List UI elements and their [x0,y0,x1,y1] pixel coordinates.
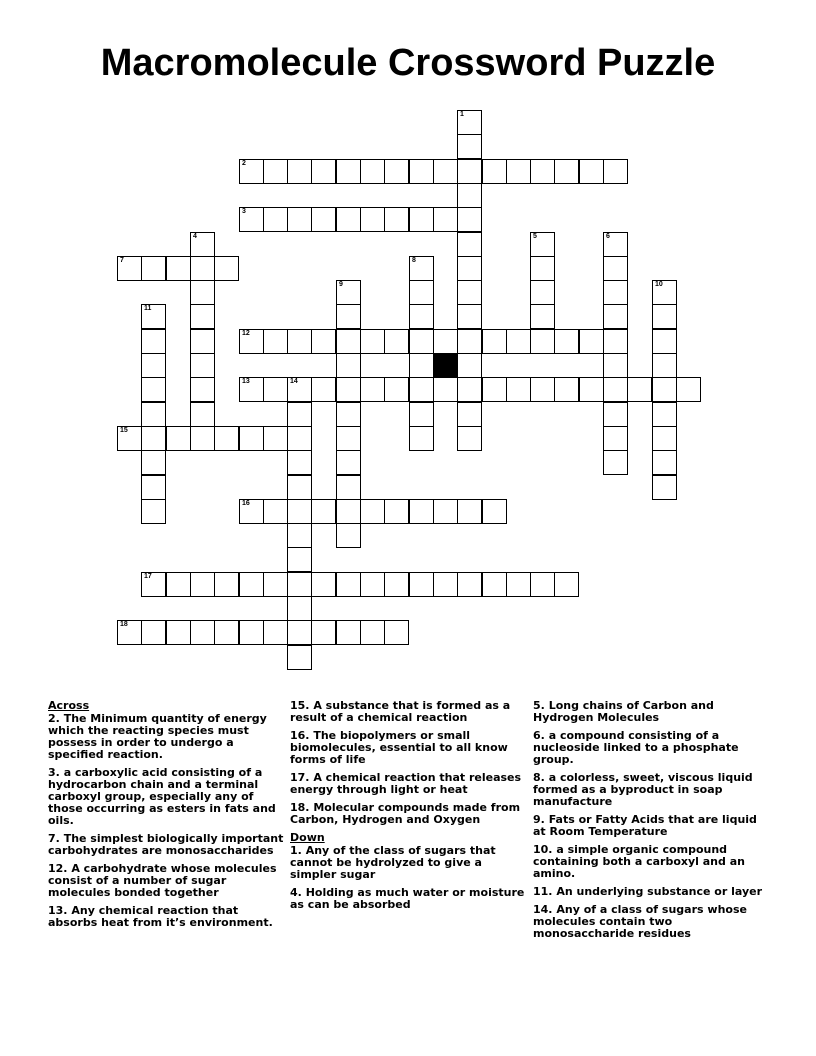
cell-number: 16 [242,500,250,507]
grid-cell[interactable] [457,329,482,354]
grid-cell[interactable] [457,426,482,451]
grid-cell[interactable] [457,183,482,208]
grid-cell[interactable] [311,207,336,232]
grid-cell[interactable] [457,232,482,257]
grid-cell[interactable] [287,426,312,451]
grid-cell[interactable] [530,280,555,305]
grid-cell[interactable] [652,426,677,451]
grid-cell[interactable] [190,353,215,378]
grid-cell[interactable] [603,304,628,329]
grid-cell[interactable] [433,159,458,184]
grid-cell[interactable] [506,159,531,184]
grid-cell[interactable] [409,402,434,427]
grid-cell[interactable] [239,620,264,645]
grid-cell[interactable] [190,572,215,597]
grid-cell[interactable] [603,353,628,378]
grid-cell[interactable] [457,207,482,232]
grid-cell[interactable] [239,207,264,232]
grid-cell[interactable] [409,304,434,329]
clue-down-4: 4. Holding as much water or moisture as can be absorbed [290,886,525,911]
clue-across-12: 12. A carbohydrate whose molecules consist of a number of sugar molecules bonded together [48,862,277,899]
grid-cell[interactable] [457,572,482,597]
grid-cell[interactable] [360,329,385,354]
grid-cell[interactable] [530,329,555,354]
grid-cell[interactable] [457,402,482,427]
grid-cell[interactable] [263,329,288,354]
clue-down-8: 8. a colorless, sweet, viscous liquid formed as a byproduct in soap manufacture [533,771,753,808]
grid-cell[interactable] [603,232,628,257]
grid-cell[interactable] [117,256,142,281]
grid-cell[interactable] [311,329,336,354]
grid-cell[interactable] [287,329,312,354]
grid-cell[interactable] [336,475,361,500]
grid-cell[interactable] [141,499,166,524]
grid-cell[interactable] [530,159,555,184]
grid-cell[interactable] [482,572,507,597]
cell-number: 12 [242,330,250,337]
grid-cell[interactable] [433,572,458,597]
grid-cell[interactable] [287,402,312,427]
grid-cell[interactable] [603,329,628,354]
grid-cell[interactable] [652,353,677,378]
grid-cell[interactable] [190,280,215,305]
grid-cell[interactable] [433,377,458,402]
grid-cell[interactable] [506,329,531,354]
grid-cell[interactable] [360,620,385,645]
clue-across-2: 2. The Minimum quantity of energy which the reacting species must possess in order to undergo a specified reaction. [48,712,267,761]
grid-cell[interactable] [554,159,579,184]
grid-cell[interactable] [336,280,361,305]
grid-cell[interactable] [433,207,458,232]
grid-cell[interactable] [554,572,579,597]
cell-number: 2 [242,160,246,167]
grid-cell[interactable] [457,159,482,184]
grid-cell[interactable] [287,159,312,184]
clue-down-6: 6. a compound consisting of a nucleoside linked to a phosphate group. [533,729,739,766]
grid-cell[interactable] [457,280,482,305]
cell-number: 10 [655,281,663,288]
grid-cell[interactable] [409,159,434,184]
grid-cell[interactable] [263,426,288,451]
grid-cell[interactable] [263,499,288,524]
grid-cell[interactable] [239,499,264,524]
grid-cell[interactable] [336,353,361,378]
cell-number: 5 [533,233,537,240]
cell-number: 9 [339,281,343,288]
grid-cell[interactable] [652,450,677,475]
grid-cell[interactable] [141,450,166,475]
grid-cell[interactable] [214,256,239,281]
grid-cell[interactable] [190,377,215,402]
grid-cell[interactable] [360,377,385,402]
grid-cell[interactable] [433,329,458,354]
grid-cell[interactable] [336,426,361,451]
grid-cell[interactable] [141,353,166,378]
grid-cell[interactable] [311,620,336,645]
grid-cell[interactable] [263,572,288,597]
grid-cell[interactable] [652,475,677,500]
grid-cell[interactable] [311,159,336,184]
grid-cell[interactable] [457,256,482,281]
across-header: Across [48,699,90,712]
grid-cell[interactable] [166,572,191,597]
page-title: Macromolecule Crossword Puzzle [100,42,716,84]
grid-cell[interactable] [627,377,652,402]
grid-cell[interactable] [239,426,264,451]
grid-cell[interactable] [482,329,507,354]
grid-cell[interactable] [336,329,361,354]
grid-cell[interactable] [239,159,264,184]
grid-cell[interactable] [603,256,628,281]
grid-cell[interactable] [409,426,434,451]
grid-cell[interactable] [263,159,288,184]
grid-cell[interactable] [336,159,361,184]
grid-cell[interactable] [117,620,142,645]
grid-cell[interactable] [603,280,628,305]
clue-across-17: 17. A chemical reaction that releases energy through light or heat [290,771,522,796]
grid-cell[interactable] [287,475,312,500]
grid-cell[interactable] [311,499,336,524]
grid-cell[interactable] [263,207,288,232]
clue-across-7: 7. The simplest biologically important carbohydrates are monosaccharides [48,832,284,857]
grid-cell[interactable] [652,280,677,305]
grid-cell[interactable] [287,620,312,645]
grid-cell[interactable] [141,256,166,281]
cell-number: 1 [460,111,464,118]
grid-cell[interactable] [190,620,215,645]
grid-cell[interactable] [457,304,482,329]
cell-number: 7 [120,257,124,264]
cell-number: 11 [144,305,152,312]
grid-cell[interactable] [652,329,677,354]
cell-number: 8 [412,257,416,264]
grid-cell[interactable] [482,159,507,184]
grid-cell[interactable] [652,402,677,427]
grid-cell[interactable] [360,499,385,524]
grid-cell[interactable] [117,426,142,451]
clues-column-2 [290,700,526,917]
grid-cell[interactable] [384,207,409,232]
grid-cell[interactable] [141,620,166,645]
clue-across-15: 15. A substance that is formed as a result of a chemical reaction [290,699,511,724]
grid-cell[interactable] [409,207,434,232]
grid-cell[interactable] [239,377,264,402]
clues-column-1 [48,700,284,935]
grid-cell[interactable] [336,499,361,524]
grid-cell[interactable] [360,572,385,597]
clue-down-14: 14. Any of a class of sugars whose molecules contain two monosaccharide residues [533,903,747,940]
grid-cell[interactable] [652,377,677,402]
grid-cell[interactable] [239,329,264,354]
grid-cell[interactable] [506,377,531,402]
grid-cell[interactable] [530,256,555,281]
grid-cell[interactable] [166,256,191,281]
grid-cell[interactable] [360,207,385,232]
grid-cell[interactable] [652,304,677,329]
grid-cell[interactable] [603,159,628,184]
grid-cell[interactable] [287,596,312,621]
grid-cell[interactable] [360,159,385,184]
grid-cell[interactable] [336,620,361,645]
grid-cell[interactable] [676,377,701,402]
grid-cell[interactable] [287,523,312,548]
grid-cell[interactable] [384,377,409,402]
grid-cell[interactable] [214,426,239,451]
grid-cell[interactable] [579,159,604,184]
grid-cell[interactable] [190,426,215,451]
grid-cell[interactable] [457,499,482,524]
grid-cell[interactable] [141,377,166,402]
clue-down-1: 1. Any of the class of sugars that cannot be hydrolyzed to give a simpler sugar [290,844,496,881]
grid-cell[interactable] [457,353,482,378]
grid-cell[interactable] [190,256,215,281]
grid-cell[interactable] [384,329,409,354]
grid-cell[interactable] [482,377,507,402]
grid-cell[interactable] [141,402,166,427]
grid-cell[interactable] [336,450,361,475]
grid-cell[interactable] [530,572,555,597]
cell-number: 4 [193,233,197,240]
grid-cell[interactable] [384,499,409,524]
cell-number: 15 [120,427,128,434]
grid-cell[interactable] [166,426,191,451]
grid-cell[interactable] [311,377,336,402]
grid-cell[interactable] [141,475,166,500]
clue-across-16: 16. The biopolymers or small biomolecules, essential to all know forms of life [290,729,508,766]
grid-cell[interactable] [579,329,604,354]
grid-cell[interactable] [263,620,288,645]
grid-cell[interactable] [336,304,361,329]
grid-cell[interactable] [214,620,239,645]
grid-cell[interactable] [409,256,434,281]
grid-cell[interactable] [530,304,555,329]
grid-cell[interactable] [433,499,458,524]
clue-down-10: 10. a simple organic compound containing both a carboxyl and an amino. [533,843,745,880]
grid-cell[interactable] [409,377,434,402]
grid-cell[interactable] [384,620,409,645]
grid-cell[interactable] [239,572,264,597]
grid-cell[interactable] [457,134,482,159]
grid-cell[interactable] [579,377,604,402]
cell-number: 6 [606,233,610,240]
grid-cell[interactable] [190,304,215,329]
grid-cell[interactable] [554,377,579,402]
grid-cell[interactable] [336,402,361,427]
clue-across-13: 13. Any chemical reaction that absorbs heat from it’s environment. [48,904,273,929]
grid-cell[interactable] [457,110,482,135]
grid-cell[interactable] [336,523,361,548]
cell-number: 3 [242,208,246,215]
down-header: Down [290,831,325,844]
cell-number: 14 [290,378,298,385]
grid-cell[interactable] [384,159,409,184]
grid-cell[interactable] [287,377,312,402]
grid-cell[interactable] [311,572,336,597]
grid-cell[interactable] [530,232,555,257]
grid-cell[interactable] [166,620,191,645]
grid-cell[interactable] [190,402,215,427]
grid-cell[interactable] [530,377,555,402]
grid-cell[interactable] [603,426,628,451]
grid-cell[interactable] [287,207,312,232]
clue-down-11: 11. An underlying substance or layer [533,885,763,898]
grid-cell[interactable] [603,377,628,402]
grid-cell[interactable] [141,304,166,329]
grid-cell[interactable] [409,572,434,597]
grid-cell[interactable] [409,499,434,524]
grid-cell[interactable] [384,572,409,597]
clue-down-5: 5. Long chains of Carbon and Hydrogen Molecules [533,699,714,724]
grid-cell[interactable] [190,232,215,257]
grid-cell[interactable] [409,329,434,354]
grid-cell[interactable] [603,450,628,475]
grid-cell[interactable] [263,377,288,402]
black-cell [433,353,458,378]
grid-cell[interactable] [287,450,312,475]
grid-cell[interactable] [554,329,579,354]
grid-cell[interactable] [141,329,166,354]
grid-cell[interactable] [287,499,312,524]
grid-cell[interactable] [287,547,312,572]
grid-cell[interactable] [336,572,361,597]
grid-cell[interactable] [506,572,531,597]
clue-down-9: 9. Fats or Fatty Acids that are liquid at Room Temperature [533,813,757,838]
cell-number: 17 [144,573,152,580]
grid-cell[interactable] [141,572,166,597]
grid-cell[interactable] [287,572,312,597]
grid-cell[interactable] [603,402,628,427]
grid-cell[interactable] [457,377,482,402]
grid-cell[interactable] [336,377,361,402]
clue-across-3: 3. a carboxylic acid consisting of a hydrocarbon chain and a terminal carboxyl group, especially any of those occurring as esters in fats and oils. [48,766,276,827]
grid-cell[interactable] [482,499,507,524]
cell-number: 18 [120,621,128,628]
grid-cell[interactable] [141,426,166,451]
grid-cell[interactable] [409,353,434,378]
grid-cell[interactable] [190,329,215,354]
grid-cell[interactable] [336,207,361,232]
clue-across-18: 18. Molecular compounds made from Carbon, Hydrogen and Oxygen [290,801,521,826]
grid-cell[interactable] [409,280,434,305]
clues-column-3 [533,700,769,946]
cell-number: 13 [242,378,250,385]
grid-cell[interactable] [214,572,239,597]
grid-cell[interactable] [287,645,312,670]
